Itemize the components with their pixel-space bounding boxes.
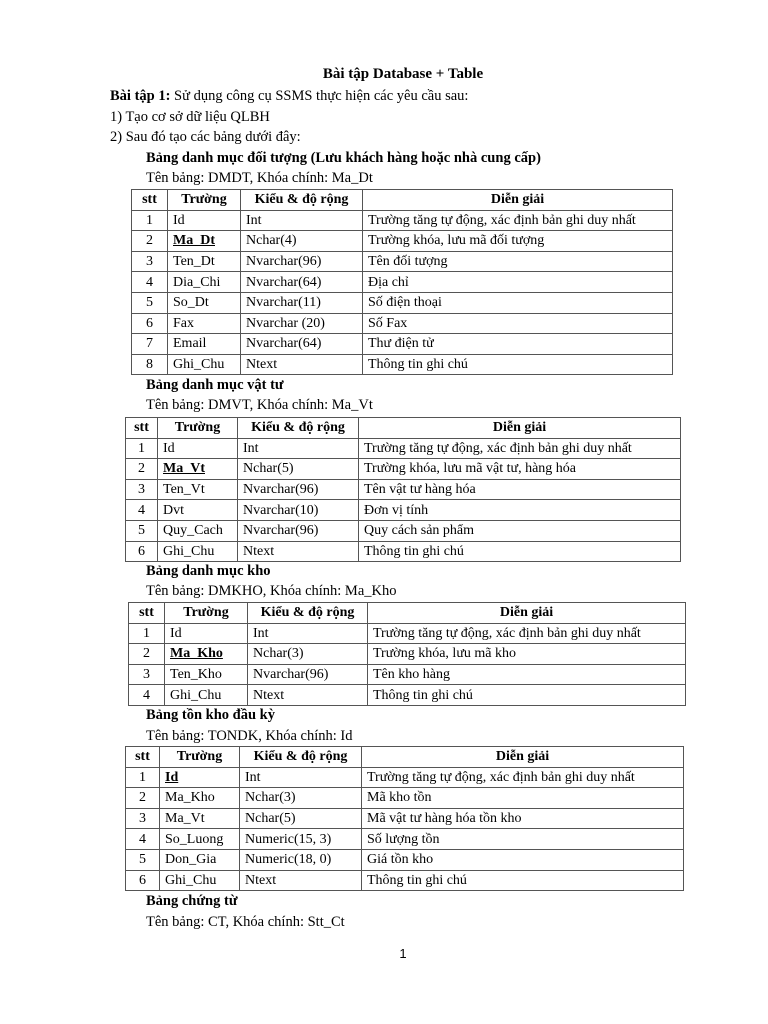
table-info-dmdt: Tên bảng: DMDT, Khóa chính: Ma_Dt — [146, 170, 373, 186]
table-row — [129, 664, 686, 685]
cell-desc: Thông tin ghi chú — [362, 870, 684, 891]
col-field: Trường — [158, 418, 238, 439]
table-info-ct: Tên bảng: CT, Khóa chính: Stt_Ct — [146, 914, 345, 930]
col-field: Trường — [160, 747, 240, 768]
cell-field-key: Ma_Kho — [165, 644, 248, 665]
cell-stt: 1 — [126, 438, 158, 459]
cell-field: Ten_Vt — [158, 479, 238, 500]
cell-field: Ten_Kho — [165, 664, 248, 685]
cell-stt: 5 — [126, 520, 158, 541]
cell-field: Dvt — [158, 500, 238, 521]
cell-desc: Trường khóa, lưu mã đối tượng — [363, 231, 673, 252]
cell-type: Nchar(3) — [240, 788, 362, 809]
cell-desc: Trường tăng tự động, xác định bản ghi duy nhất — [359, 438, 681, 459]
cell-type: Ntext — [241, 354, 363, 375]
cell-stt: 2 — [126, 788, 160, 809]
table-heading-tondk: Bảng tồn kho đầu kỳ — [146, 707, 275, 723]
cell-field: Id — [168, 210, 241, 231]
cell-stt: 5 — [126, 849, 160, 870]
table-row — [132, 272, 673, 293]
cell-stt: 3 — [126, 479, 158, 500]
col-type: Kiểu & độ rộng — [238, 418, 359, 439]
cell-type: Ntext — [238, 541, 359, 562]
table-info-dmvt: Tên bảng: DMVT, Khóa chính: Ma_Vt — [146, 397, 373, 413]
cell-stt: 4 — [132, 272, 168, 293]
cell-field: Ghi_Chu — [165, 685, 248, 706]
cell-desc: Thông tin ghi chú — [368, 685, 686, 706]
col-desc: Diễn giải — [368, 603, 686, 624]
step-2: 2) Sau đó tạo các bảng dưới đây: — [110, 129, 301, 145]
cell-desc: Trường tăng tự động, xác định bản ghi duy nhất — [368, 623, 686, 644]
cell-field-key: Ma_Vt — [158, 459, 238, 480]
table-row — [126, 438, 681, 459]
table-row — [129, 623, 686, 644]
table-row — [126, 479, 681, 500]
cell-desc: Tên vật tư hàng hóa — [359, 479, 681, 500]
col-stt: stt — [129, 603, 165, 624]
cell-type: Nchar(3) — [248, 644, 368, 665]
cell-stt: 1 — [129, 623, 165, 644]
exercise-label: Bài tập 1: — [110, 88, 171, 104]
cell-type: Int — [248, 623, 368, 644]
table-row — [126, 808, 684, 829]
cell-field: So_Luong — [160, 829, 240, 850]
table-row — [132, 292, 673, 313]
table-row — [126, 788, 684, 809]
cell-desc: Đơn vị tính — [359, 500, 681, 521]
cell-stt: 2 — [126, 459, 158, 480]
cell-field: So_Dt — [168, 292, 241, 313]
cell-desc: Giá tồn kho — [362, 849, 684, 870]
table-heading-dmdt: Bảng danh mục đối tượng (Lưu khách hàng hoặc nhà cung cấp) — [146, 150, 541, 166]
document-title: Bài tập Database + Table — [322, 66, 484, 82]
cell-field: Ten_Dt — [168, 251, 241, 272]
cell-type: Ntext — [240, 870, 362, 891]
table-header-row — [126, 747, 684, 768]
cell-desc: Thông tin ghi chú — [363, 354, 673, 375]
cell-stt: 2 — [129, 644, 165, 665]
cell-desc: Thư điện tử — [363, 334, 673, 355]
table-row — [126, 520, 681, 541]
table-dmvt — [125, 417, 681, 562]
cell-field: Ghi_Chu — [160, 870, 240, 891]
cell-desc: Số lượng tồn — [362, 829, 684, 850]
cell-type: Nvarchar(96) — [238, 479, 359, 500]
cell-desc: Địa chỉ — [363, 272, 673, 293]
cell-field: Id — [158, 438, 238, 459]
table-row — [126, 767, 684, 788]
cell-type: Nvarchar(11) — [241, 292, 363, 313]
cell-desc: Thông tin ghi chú — [359, 541, 681, 562]
table-heading-ct: Bảng chứng từ — [146, 893, 238, 909]
table-row — [129, 644, 686, 665]
cell-type: Nvarchar(64) — [241, 272, 363, 293]
exercise-text: Sử dụng công cụ SSMS thực hiện các yêu cầu sau: — [174, 88, 469, 104]
cell-stt: 6 — [132, 313, 168, 334]
cell-desc: Mã kho tồn — [362, 788, 684, 809]
cell-type: Nvarchar(96) — [248, 664, 368, 685]
table-row — [129, 685, 686, 706]
cell-stt: 6 — [126, 541, 158, 562]
cell-stt: 8 — [132, 354, 168, 375]
cell-type: Nvarchar(96) — [238, 520, 359, 541]
cell-stt: 4 — [126, 500, 158, 521]
cell-desc: Quy cách sản phẩm — [359, 520, 681, 541]
cell-type: Numeric(18, 0) — [240, 849, 362, 870]
cell-field: Quy_Cach — [158, 520, 238, 541]
cell-stt: 2 — [132, 231, 168, 252]
page-number: 1 — [399, 946, 407, 961]
table-row — [132, 210, 673, 231]
col-type: Kiểu & độ rộng — [241, 190, 363, 211]
cell-field: Id — [165, 623, 248, 644]
table-row — [126, 829, 684, 850]
col-stt: stt — [126, 418, 158, 439]
table-row — [132, 251, 673, 272]
col-desc: Diễn giải — [363, 190, 673, 211]
cell-stt: 3 — [132, 251, 168, 272]
col-stt: stt — [132, 190, 168, 211]
cell-type: Nchar(4) — [241, 231, 363, 252]
table-row — [126, 541, 681, 562]
cell-field-key: Ma_Dt — [168, 231, 241, 252]
cell-field: Ghi_Chu — [158, 541, 238, 562]
col-type: Kiểu & độ rộng — [248, 603, 368, 624]
cell-desc: Trường khóa, lưu mã kho — [368, 644, 686, 665]
table-dmkho — [128, 602, 686, 706]
table-header-row — [126, 418, 681, 439]
table-info-dmkho: Tên bảng: DMKHO, Khóa chính: Ma_Kho — [146, 583, 397, 599]
col-stt: stt — [126, 747, 160, 768]
cell-desc: Số Fax — [363, 313, 673, 334]
cell-type: Nvarchar(64) — [241, 334, 363, 355]
cell-type: Int — [241, 210, 363, 231]
table-row — [132, 313, 673, 334]
col-field: Trường — [168, 190, 241, 211]
table-row — [126, 849, 684, 870]
cell-stt: 7 — [132, 334, 168, 355]
table-row — [132, 334, 673, 355]
table-row — [132, 231, 673, 252]
cell-field: Ma_Kho — [160, 788, 240, 809]
col-desc: Diễn giải — [359, 418, 681, 439]
exercise-line — [110, 88, 468, 105]
table-row — [132, 354, 673, 375]
table-row — [126, 459, 681, 480]
col-desc: Diễn giải — [362, 747, 684, 768]
cell-type: Ntext — [248, 685, 368, 706]
cell-type: Numeric(15, 3) — [240, 829, 362, 850]
cell-desc: Tên kho hàng — [368, 664, 686, 685]
cell-desc: Mã vật tư hàng hóa tồn kho — [362, 808, 684, 829]
cell-field: Fax — [168, 313, 241, 334]
cell-stt: 3 — [126, 808, 160, 829]
step-1: 1) Tạo cơ sở dữ liệu QLBH — [110, 109, 270, 125]
cell-type: Nvarchar (20) — [241, 313, 363, 334]
table-row — [126, 870, 684, 891]
table-header-row — [129, 603, 686, 624]
cell-field: Ma_Vt — [160, 808, 240, 829]
cell-stt: 5 — [132, 292, 168, 313]
cell-field: Email — [168, 334, 241, 355]
cell-stt: 3 — [129, 664, 165, 685]
cell-stt: 4 — [129, 685, 165, 706]
cell-desc: Trường khóa, lưu mã vật tư, hàng hóa — [359, 459, 681, 480]
table-dmdt — [131, 189, 673, 375]
cell-stt: 4 — [126, 829, 160, 850]
table-header-row — [132, 190, 673, 211]
table-heading-dmkho: Bảng danh mục kho — [146, 563, 271, 579]
table-info-tondk: Tên bảng: TONDK, Khóa chính: Id — [146, 728, 353, 744]
cell-stt: 1 — [126, 767, 160, 788]
cell-field: Dia_Chi — [168, 272, 241, 293]
cell-type: Int — [238, 438, 359, 459]
cell-field: Don_Gia — [160, 849, 240, 870]
col-type: Kiểu & độ rộng — [240, 747, 362, 768]
cell-type: Nchar(5) — [238, 459, 359, 480]
cell-field-key: Id — [160, 767, 240, 788]
table-row — [126, 500, 681, 521]
cell-field: Ghi_Chu — [168, 354, 241, 375]
cell-stt: 1 — [132, 210, 168, 231]
cell-type: Nchar(5) — [240, 808, 362, 829]
cell-desc: Số điện thoại — [363, 292, 673, 313]
cell-type: Nvarchar(96) — [241, 251, 363, 272]
cell-desc: Tên đối tượng — [363, 251, 673, 272]
cell-type: Int — [240, 767, 362, 788]
cell-type: Nvarchar(10) — [238, 500, 359, 521]
col-field: Trường — [165, 603, 248, 624]
cell-desc: Trường tăng tự động, xác định bản ghi duy nhất — [363, 210, 673, 231]
table-tondk — [125, 746, 684, 891]
cell-stt: 6 — [126, 870, 160, 891]
cell-desc: Trường tăng tự động, xác định bản ghi duy nhất — [362, 767, 684, 788]
table-heading-dmvt: Bảng danh mục vật tư — [146, 377, 284, 393]
